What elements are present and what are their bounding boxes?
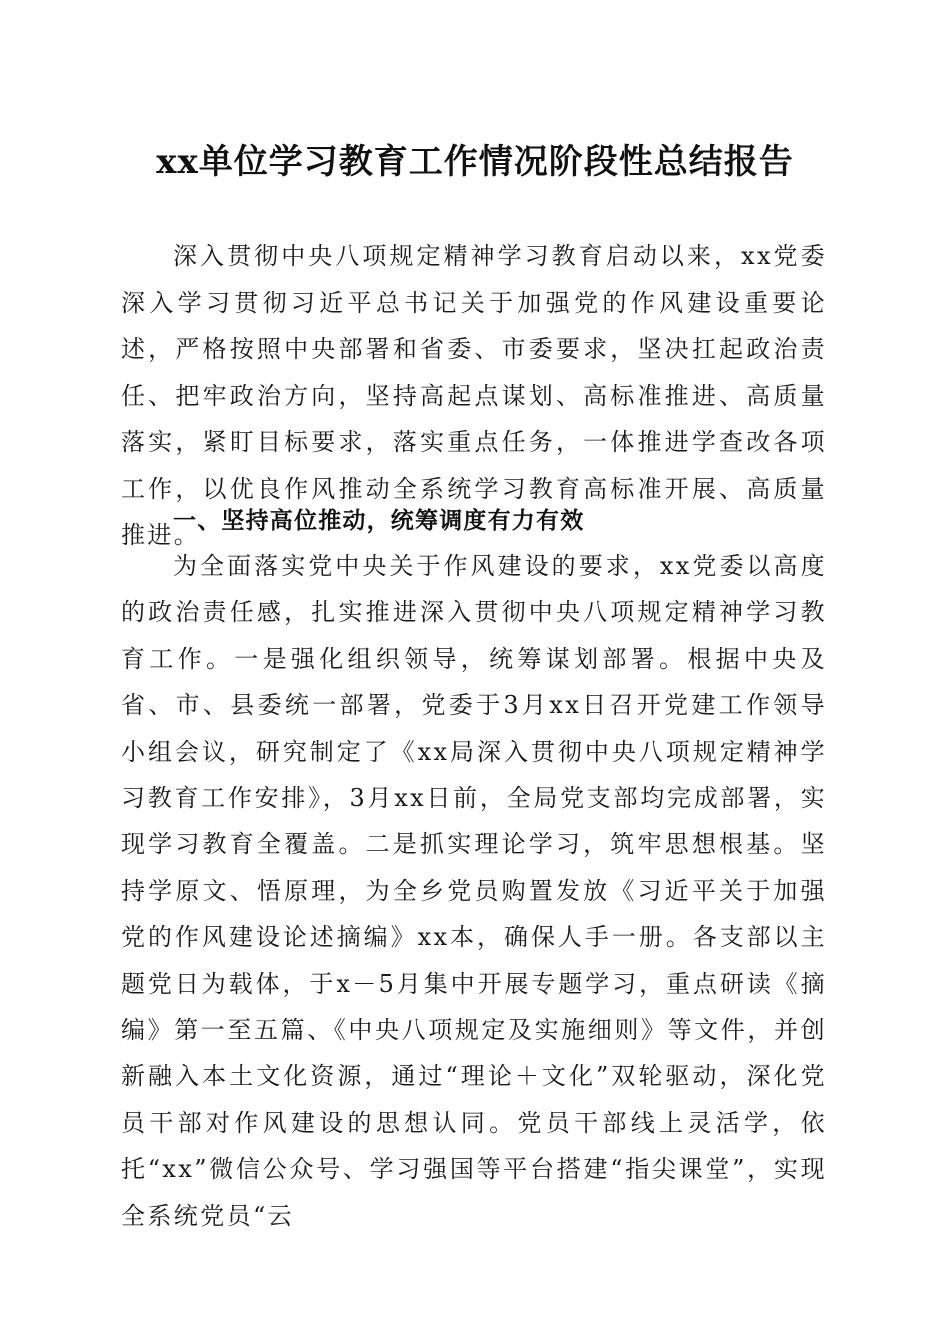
section-1-paragraph: 为全面落实党中央关于作风建设的要求，xx党委以高度的政治责任感，扎实推进深入贯彻中央八项规定精神学习教育工作。一是强化组织领导，统筹谋划部署。根据中央及省、市、县委统一部署，党委于3月xx日召开党建工作领导小组会议，研究制定了《xx局深入贯彻中央八项规定精神学习教育工作安排》，3月xx日前，全局党支部均完成部署，实现学习教育全覆盖。二是抓实理论学习，筑牢思想根基。坚持学原文、悟原理，为全乡党员购置发放《习近平关于加强党的作风建设论述摘编》xx本，确保人手一册。各支部以主题党日为载体，于x－5月集中开展专题学习，重点研读《摘编》第一至五篇、《中央八项规定及实施细则》等文件，并创新融入本土文化资源，通过“理论＋文化”双轮驱动，深化党员干部对作风建设的思想认同。党员干部线上灵活学，依托“xx”微信公众号、学习强国等平台搭建“指尖课堂”，实现全系统党员“云 [121,552,827,1230]
section-heading-1: 一、坚持高位推动，统筹调度有力有效 [173,508,585,534]
intro-paragraph: 深入贯彻中央八项规定精神学习教育启动以来，xx党委深入学习贯彻习近平总书记关于加强党的作风建设重要论述，严格按照中央部署和省委、市委要求，坚决扛起政治责任、把牢政治方向，坚持高起点谋划、高标准推进、高质量落实，紧盯目标要求，落实重点任务，一体推进学查改各项工作，以优良作风推动全系统学习教育高标准开展、高质量推进。 [121,242,827,549]
document-title: xx单位学习教育工作情况阶段性总结报告 [156,142,794,182]
